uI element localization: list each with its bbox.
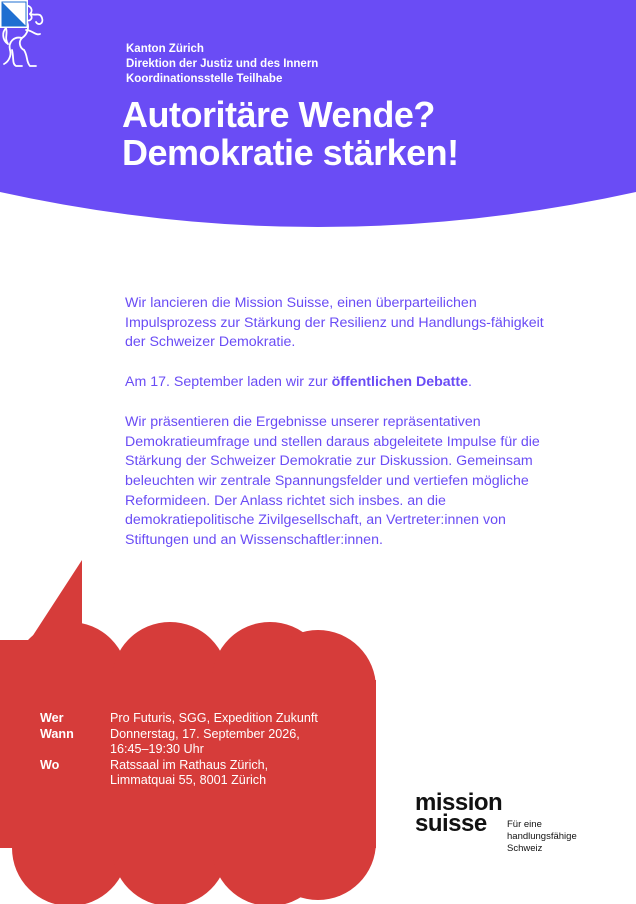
org-line-directorate: Direktion der Justiz und des Innern — [126, 58, 319, 70]
when-label: Wann — [40, 726, 74, 741]
when-value — [110, 727, 340, 758]
when-date: Donnerstag, 17. September 2026, — [110, 726, 300, 741]
intro-paragraph-3: Wir präsentieren die Ergebnisse unserer repräsentativen Demokratieumfrage und stellen daraus abgeleitete Impulse für die Stärkung der Schweizer Demokratie zur Diskussion. Gemeinsam beleuchten wir zentrale Spannungsfelder und vertiefen mögliche Reformideen. Der Anlass richtet sich insbes. an die demokratiepolitische Zivilgesellschaft, an Vertreter:innen von Stiftungen und an Wissenschaftler:innen. — [125, 413, 540, 549]
event-row-where — [40, 758, 340, 789]
event-details — [40, 711, 340, 789]
intro-paragraph-2-prefix: Am 17. September laden wir zur — [125, 374, 332, 391]
when-time: 16:45–19:30 Uhr — [110, 742, 204, 756]
logo-word-suisse: suisse — [415, 810, 487, 837]
org-line-office: Koordinationsstelle Teilhabe — [126, 73, 283, 85]
where-venue: Ratssaal im Rathaus Zürich, — [110, 757, 269, 772]
logo-word-mission: mission — [415, 789, 503, 816]
title-line-2: Demokratie stärken! — [122, 132, 459, 173]
where-address: Limmatquai 55, 8001 Zürich — [110, 773, 267, 787]
title-line-1: Autoritäre Wende? — [122, 94, 435, 135]
tagline-line-3: Schweiz — [507, 843, 543, 854]
org-line-canton: Kanton Zürich — [126, 43, 204, 55]
event-row-when — [40, 727, 340, 758]
tagline-line-2: handlungsfähige — [507, 831, 577, 842]
logo-tagline — [507, 819, 607, 855]
tagline-line-1: Für eine — [507, 819, 542, 830]
event-row-who — [40, 711, 340, 727]
who-value: Pro Futuris, SGG, Expedition Zukunft — [110, 711, 318, 725]
where-label: Wo — [40, 757, 60, 772]
intro-paragraph-1: Wir lancieren die Mission Suisse, einen überparteilichen Impulsprozess zur Stärkung der Resilienz und Handlungs-fähigkeit der Schweizer Demokratie. — [125, 295, 544, 351]
intro-paragraph-2-suffix: . — [467, 374, 472, 391]
mission-suisse-logo — [415, 789, 577, 854]
who-label: Wer — [40, 711, 64, 725]
public-debate-highlight: öffentlichen Debatte — [331, 374, 468, 391]
where-value — [110, 758, 340, 789]
